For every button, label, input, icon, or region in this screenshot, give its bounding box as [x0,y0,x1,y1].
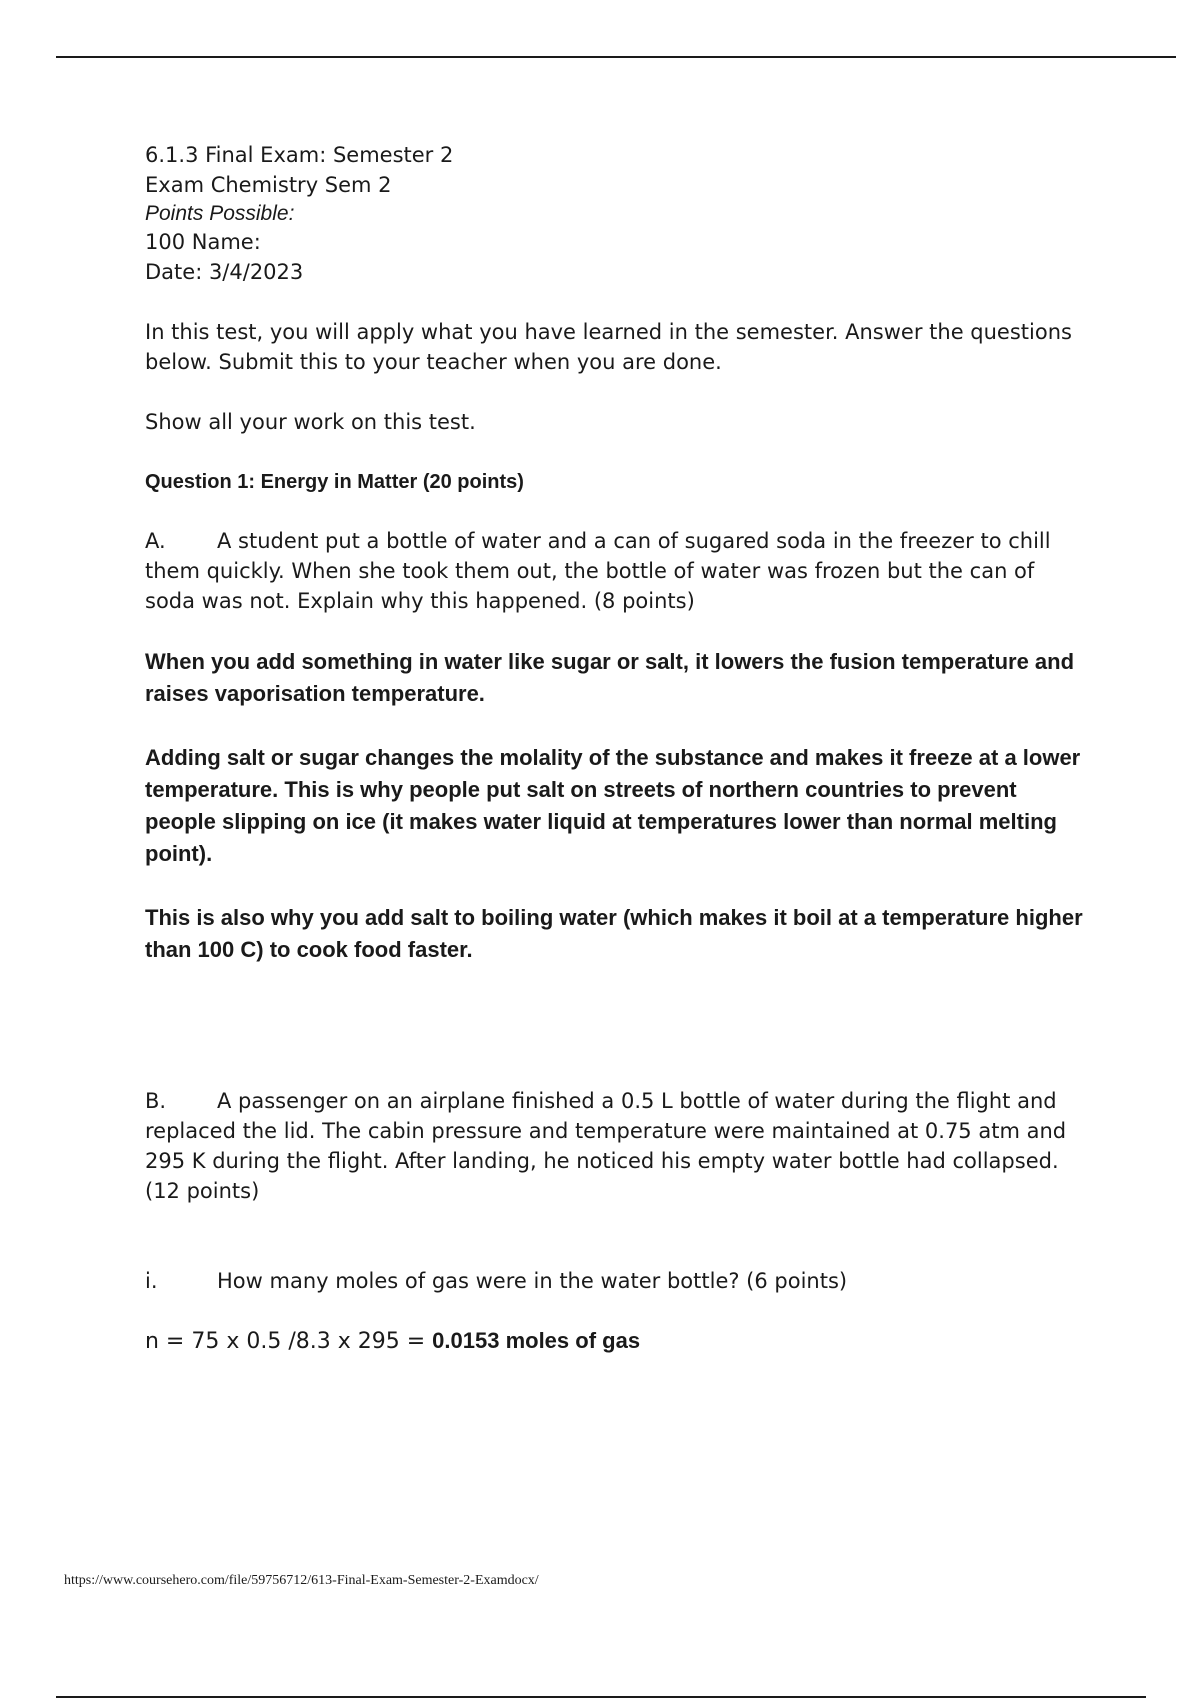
answer-1a-paragraph-1: When you add something in water like sugar or salt, it lowers the fusion temperature and raises vaporisation temperature. [145,649,1075,706]
question-1b-i-text: How many moles of gas were in the water bottle? (6 points) [217,1269,848,1293]
question-1a-prompt [145,526,1085,616]
show-work-text: Show all your work on this test. [145,410,476,434]
top-rule [56,56,1176,58]
question-1b-i-prompt [145,1266,1085,1296]
exam-page [145,140,1085,1357]
question-1a-text: A student put a bottle of water and a can of sugared soda in the freezer to chill them quickly. When she took them out, the bottle of water was frozen but the can of soda was not. Explain why this happened. (8 points) [145,529,1051,613]
question-1b-text: A passenger on an airplane finished a 0.5 L bottle of water during the flight and replaced the lid. The cabin pressure and temperature were maintained at 0.75 atm and 295 K during the flight. After landing, he noticed his empty water bottle had collapsed. (12 points) [145,1089,1067,1203]
answer-1b-i [145,1326,1085,1357]
exam-date: Date: 3/4/2023 [145,260,304,284]
formula-result: 0.0153 moles of gas [432,1328,641,1353]
points-and-name: 100 Name: [145,230,261,254]
points-possible-label: Points Possible: [145,202,295,225]
question-1-heading: Question 1: Energy in Matter (20 points) [145,471,524,493]
exam-header [145,140,1085,287]
bottom-rule [56,1696,1146,1698]
formula-expression: n = 75 x 0.5 /8.3 x 295 = [145,1329,426,1354]
answer-1a-paragraph-2: Adding salt or sugar changes the molality of the substance and makes it freeze at a lower temperature. This is why people put salt on streets of northern countries to prevent people slipping on ice (it makes water liquid at temperatures lower than normal melting point). [145,745,1081,866]
question-1b-label: B. [145,1089,167,1113]
instructions-text: In this test, you will apply what you have learned in the semester. Answer the questions below. Submit this to your teacher when you are done. [145,320,1072,374]
course-name: Exam Chemistry Sem 2 [145,173,392,197]
question-1a-label: A. [145,529,166,553]
exam-title: 6.1.3 Final Exam: Semester 2 [145,143,454,167]
answer-1a-paragraph-3: This is also why you add salt to boiling water (which makes it boil at a temperature higher than 100 C) to cook food faster. [145,905,1083,962]
question-1b-i-label: i. [145,1269,158,1293]
source-url: https://www.coursehero.com/file/59756712/613-Final-Exam-Semester-2-Examdocx/ [64,1573,539,1588]
question-1b-prompt [145,1086,1085,1206]
